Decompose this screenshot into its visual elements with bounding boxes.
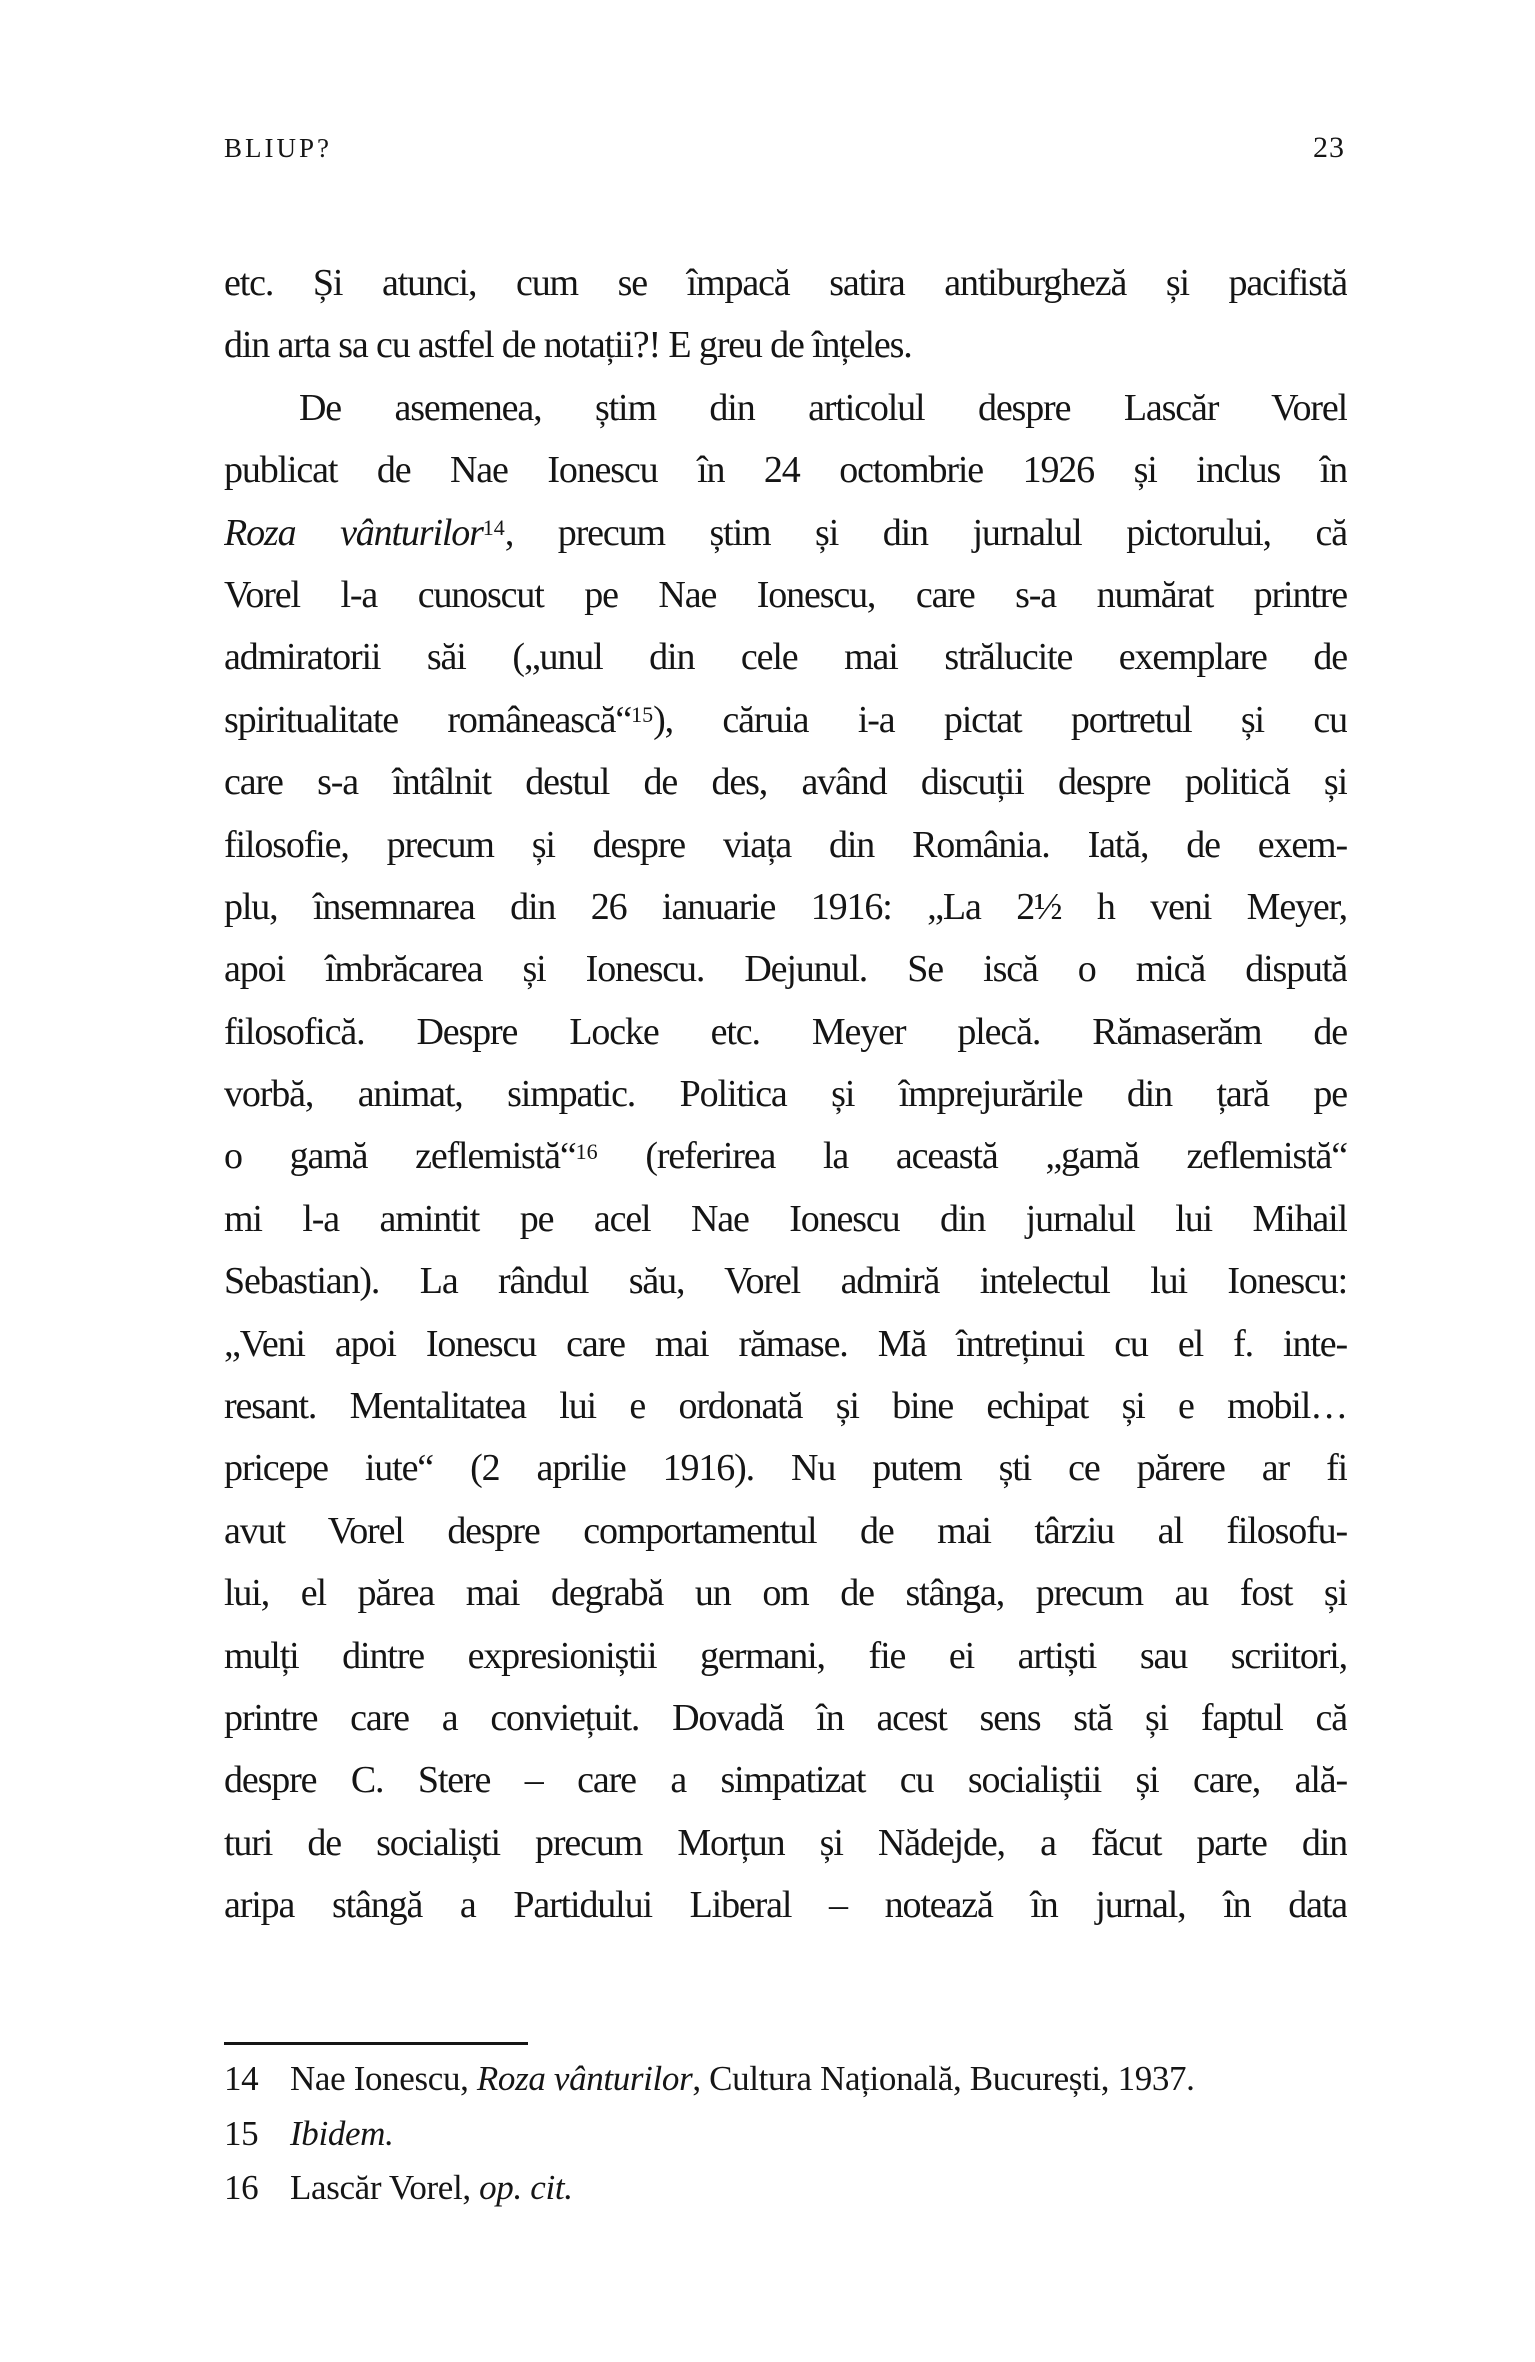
body-line <box>224 1500 1347 1562</box>
footnote-item <box>224 2161 1347 2216</box>
text-segment: din arta sa cu astfel de notații?! E greu de înțeles. <box>224 324 912 367</box>
footnote-text <box>290 2107 1347 2162</box>
body-text <box>224 252 1347 1937</box>
footnotes <box>224 2052 1347 2216</box>
body-line <box>224 1375 1347 1437</box>
footnote-item <box>224 2107 1347 2162</box>
body-line <box>224 377 1347 439</box>
page-number: 23 <box>1313 131 1345 164</box>
text-segment: op. cit. <box>479 2168 573 2208</box>
text-segment: De asemenea, știm din articolul despre Lascăr Vorel <box>299 386 1347 429</box>
text-segment: mi l-a amintit pe acel Nae Ionescu din jurnalul lui Mihail <box>224 1197 1347 1240</box>
body-line <box>224 1125 1347 1187</box>
text-segment: plu, însemnarea din 26 ianuarie 1916: „La 2½ h veni Meyer, <box>224 885 1347 928</box>
text-segment: admiratorii săi („unul din cele mai strălucite exemplare de <box>224 636 1347 679</box>
text-segment: ), căruia i-a pictat portretul și cu <box>653 698 1347 741</box>
text-segment: „Veni apoi Ionescu care mai rămase. Mă întreținui cu el f. inte- <box>224 1322 1347 1365</box>
body-line <box>224 502 1347 564</box>
footnote-item <box>224 2052 1347 2107</box>
page-header <box>224 131 1345 165</box>
body-line <box>224 1812 1347 1874</box>
text-segment: avut Vorel despre comportamentul de mai târziu al filosofu- <box>224 1509 1347 1552</box>
text-segment: Sebastian). La rândul său, Vorel admiră intelectul lui Ionescu: <box>224 1260 1347 1303</box>
text-segment: publicat de Nae Ionescu în 24 octombrie 1926 și inclus în <box>224 449 1347 492</box>
text-segment: etc. Și atunci, cum se împacă satira antiburgheză și pacifistă <box>224 262 1347 304</box>
text-segment: apoi îmbrăcarea și Ionescu. Dejunul. Se iscă o mică dispută <box>224 948 1347 991</box>
body-line <box>224 1313 1347 1375</box>
text-segment: mulți dintre expresioniștii germani, fie ei artiști sau scriitori, <box>224 1634 1347 1677</box>
body-line <box>224 1250 1347 1312</box>
text-segment: care s-a întâlnit destul de des, având discuții despre politică și <box>224 761 1347 804</box>
body-line <box>224 314 1347 376</box>
text-segment: lui, el părea mai degrabă un om de stânga, precum au fost și <box>224 1572 1347 1615</box>
text-segment: turi de socialiști precum Morțun și Nădejde, a făcut parte din <box>224 1821 1347 1864</box>
footnote-text <box>290 2161 1347 2216</box>
footnote-number: 15 <box>224 2113 259 2153</box>
text-segment: Roza vânturilor <box>476 2059 693 2098</box>
body-line <box>224 1625 1347 1687</box>
text-segment: resant. Mentalitatea lui e ordonată și bine echipat și e mobil… <box>224 1385 1347 1428</box>
text-segment: pricepe iute“ (2 aprilie 1916). Nu putem ști ce părere ar fi <box>224 1447 1347 1490</box>
body-line <box>224 1001 1347 1063</box>
body-line <box>224 1687 1347 1749</box>
body-line <box>224 564 1347 626</box>
text-segment: filosofie, precum și despre viața din România. Iată, de exem- <box>224 823 1347 866</box>
text-segment: , precum știm și din jurnalul pictorului, că <box>504 511 1347 554</box>
text-segment: despre C. Stere – care a simpatizat cu socialiștii și care, ală- <box>224 1759 1347 1802</box>
body-line <box>224 1562 1347 1624</box>
body-line <box>224 626 1347 688</box>
body-line <box>224 1749 1347 1811</box>
footnote-marker: 16 <box>575 1138 598 1164</box>
text-segment: Lascăr Vorel, <box>290 2168 480 2208</box>
text-segment: spiritualitate românească“ <box>224 698 632 741</box>
footnote-number: 14 <box>224 2059 259 2098</box>
body-line <box>224 1063 1347 1125</box>
text-segment: o gamă zeflemistă“ <box>224 1135 576 1178</box>
body-line <box>224 814 1347 876</box>
text-segment: , Cultura Națională, București, 1937. <box>692 2059 1195 2098</box>
footnote-marker: 15 <box>631 701 654 727</box>
body-line <box>224 689 1347 751</box>
text-segment: vorbă, animat, simpatic. Politica și împrejurările din țară pe <box>224 1073 1347 1116</box>
body-line <box>224 1188 1347 1250</box>
footnote-number: 16 <box>224 2168 259 2208</box>
footnote-text <box>290 2052 1347 2107</box>
text-segment: aripa stângă a Partidului Liberal – notează în jurnal, în data <box>224 1884 1347 1927</box>
body-line <box>224 1874 1347 1936</box>
text-segment: filosofică. Despre Locke etc. Meyer plecă. Rămaserăm de <box>224 1010 1347 1053</box>
body-line <box>224 1437 1347 1499</box>
text-segment: Nae Ionescu, <box>290 2059 477 2098</box>
body-line <box>224 876 1347 938</box>
text-segment: (referirea la această „gamă zeflemistă“ <box>597 1135 1347 1178</box>
text-segment: Roza vânturilor <box>224 511 483 554</box>
running-header-title: BLIUP? <box>224 133 332 163</box>
text-segment: Vorel l-a cunoscut pe Nae Ionescu, care s-a numărat printre <box>224 573 1347 616</box>
text-segment: printre care a conviețuit. Dovadă în acest sens stă și faptul că <box>224 1696 1347 1739</box>
footnote-marker: 14 <box>482 514 505 540</box>
body-line <box>224 439 1347 501</box>
text-segment: Ibidem. <box>290 2113 394 2153</box>
body-line <box>224 751 1347 813</box>
body-line <box>224 938 1347 1000</box>
body-line <box>224 252 1347 314</box>
footnote-separator-rule <box>224 2042 528 2045</box>
